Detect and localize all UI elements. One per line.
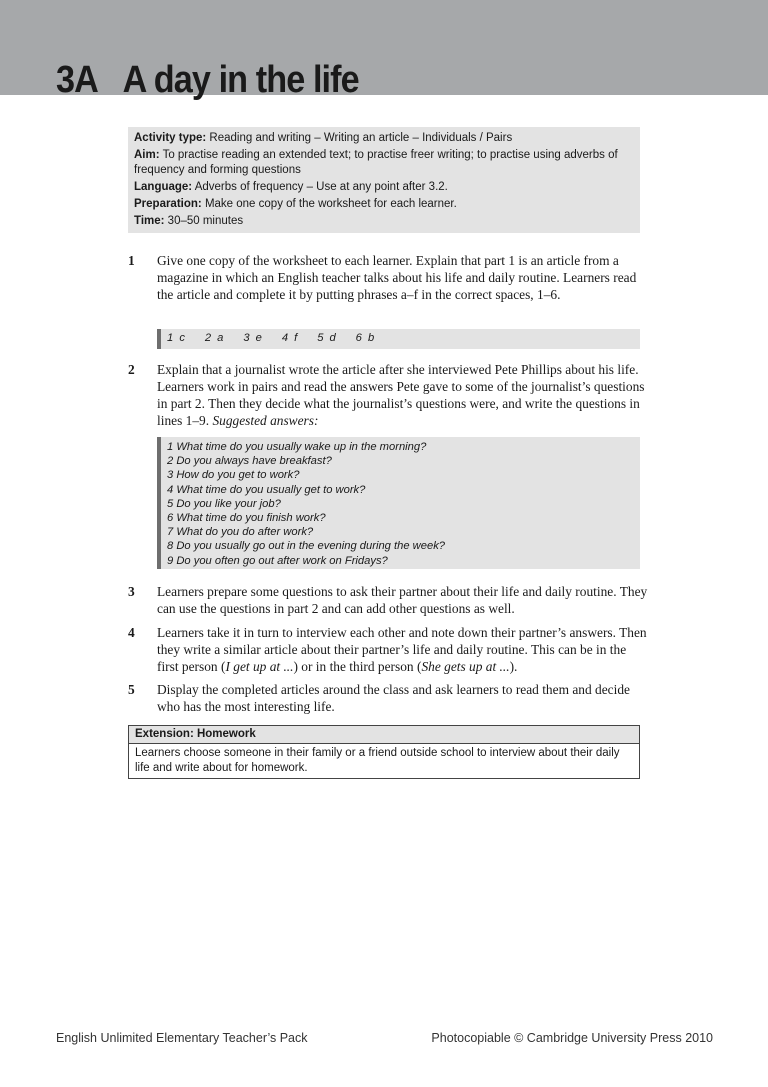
- step-number: 1: [128, 253, 135, 268]
- answer-key-text: 1 c 2 a 3 e 4 f 5 d 6 b: [167, 332, 376, 344]
- step-text: Give one copy of the worksheet to each learner. Explain that part 1 is an article from a magazine in which an English teacher talks about his life and daily routine. Learners read the article and complete it by putting phrases a–f in the correct spaces, 1–6.: [157, 253, 637, 302]
- answer-key-part2: [157, 437, 640, 569]
- aim-line: Aim: To practise reading an extended text; to practise freer writing; to practise using adverbs of frequency and forming questions: [134, 149, 618, 176]
- unit-code: 3A: [56, 59, 98, 101]
- answer-line: 3 How do you get to work?: [167, 469, 300, 482]
- answer-line: 6 What time do you finish work?: [167, 512, 326, 525]
- answer-line: 8 Do you usually go out in the evening during the week?: [167, 540, 446, 553]
- step-number: 5: [128, 682, 135, 697]
- answer-key-part1: [157, 329, 640, 349]
- step-5: [128, 681, 648, 715]
- step-2: [128, 361, 648, 429]
- step-number: 3: [128, 584, 135, 599]
- step-number: 2: [128, 362, 135, 377]
- step-3: [128, 583, 648, 617]
- step-number: 4: [128, 625, 135, 640]
- step-text: Display the completed articles around the class and ask learners to read them and decide who has the most interesting life.: [157, 682, 630, 714]
- answer-line: 9 Do you often go out after work on Fridays?: [167, 554, 388, 567]
- page-title: [56, 58, 359, 102]
- time-line: Time: 30–50 minutes: [134, 215, 244, 227]
- extension-text: Learners choose someone in their family or a friend outside school to interview about their daily life and write about for homework.: [135, 747, 620, 774]
- footer-left: English Unlimited Elementary Teacher’s Pack: [56, 1031, 308, 1045]
- step-text: Learners prepare some questions to ask their partner about their life and daily routine. They can use the questions in part 2 and can add other questions as well.: [157, 584, 648, 616]
- step-1: [128, 252, 648, 303]
- step-4: [128, 624, 648, 675]
- answer-line: 7 What do you do after work?: [167, 526, 314, 539]
- footer-right: Photocopiable © Cambridge University Press 2010: [431, 1031, 713, 1045]
- answer-line: 4 What time do you usually get to work?: [167, 483, 366, 496]
- unit-title: A day in the life: [122, 59, 359, 101]
- activity-info-box: [128, 127, 640, 233]
- extension-box: [128, 725, 640, 779]
- step-text: Learners take it in turn to interview each other and note down their partner’s answers. Then they write a similar article about their partner’s life and daily routine. This can be in the first person (I get up at ...) or in the third person (She gets up at ...).: [157, 625, 647, 674]
- answer-line: 5 Do you like your job?: [167, 497, 281, 510]
- answer-line: 1 What time do you usually wake up in the morning?: [167, 441, 427, 453]
- step-text: Explain that a journalist wrote the article after she interviewed Pete Phillips about his life. Learners work in pairs and read the answers Pete gave to some of the journalist’s questions in part 2. Then they decide what the journalist’s questions were, and write the questions in lines 1–9.: [157, 362, 645, 428]
- activity-type-line: Activity type: Reading and writing – Writing an article – Individuals / Pairs: [134, 132, 513, 144]
- extension-title: Extension: Homework: [129, 726, 639, 744]
- language-line: Language: Adverbs of frequency – Use at any point after 3.2.: [134, 181, 448, 193]
- suggested-answers-label: Suggested answers:: [212, 413, 319, 428]
- preparation-line: Preparation: Make one copy of the worksheet for each learner.: [134, 198, 457, 210]
- answer-line: 2 Do you always have breakfast?: [167, 455, 332, 468]
